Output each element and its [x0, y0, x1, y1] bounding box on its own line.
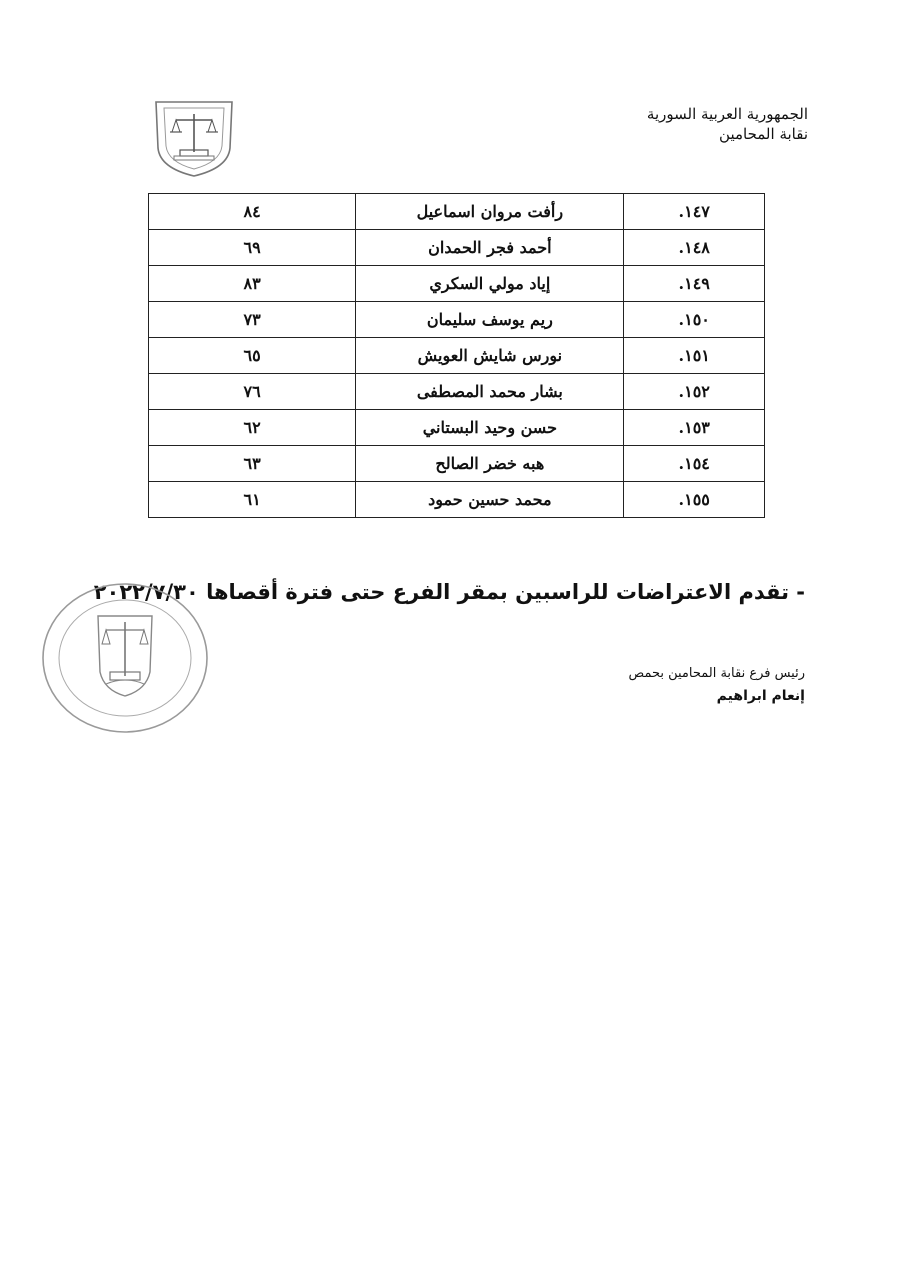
candidate-score: ٦٢: [149, 410, 356, 446]
table-row: [149, 194, 765, 230]
candidate-name: بشار محمد المصطفى: [356, 374, 624, 410]
scales-of-justice-emblem-icon: [150, 98, 238, 178]
row-number: ١٥٤.: [624, 446, 765, 482]
table-row: [149, 266, 765, 302]
candidate-score: ٦١: [149, 482, 356, 518]
candidate-score: ٦٣: [149, 446, 356, 482]
issuing-authority: [647, 104, 808, 144]
table-row: [149, 230, 765, 266]
candidate-score: ٧٦: [149, 374, 356, 410]
candidate-name: إياد مولي السكري: [356, 266, 624, 302]
row-number: ١٥٣.: [624, 410, 765, 446]
signatory-name: إنعام ابراهيم: [716, 688, 805, 704]
row-number: ١٥٠.: [624, 302, 765, 338]
candidate-name: حسن وحيد البستاني: [356, 410, 624, 446]
candidate-score: ٧٣: [149, 302, 356, 338]
table-row: [149, 482, 765, 518]
candidate-name: رأفت مروان اسماعيل: [356, 194, 624, 230]
results-table: [148, 193, 765, 518]
candidate-score: ٨٤: [149, 194, 356, 230]
table-row: [149, 446, 765, 482]
row-number: ١٥١.: [624, 338, 765, 374]
syndicate-name: نقابة المحامين: [719, 125, 808, 143]
table-row: [149, 374, 765, 410]
candidate-name: محمد حسين حمود: [356, 482, 624, 518]
candidate-name: هبه خضر الصالح: [356, 446, 624, 482]
signatory-title: رئيس فرع نقابة المحامين بحمص: [628, 666, 805, 681]
row-number: ١٥٢.: [624, 374, 765, 410]
row-number: ١٤٨.: [624, 230, 765, 266]
candidate-score: ٨٣: [149, 266, 356, 302]
candidate-name: ريم يوسف سليمان: [356, 302, 624, 338]
row-number: ١٥٥.: [624, 482, 765, 518]
country-name: الجمهورية العربية السورية: [646, 105, 808, 123]
table-row: [149, 410, 765, 446]
table-row: [149, 302, 765, 338]
row-number: ١٤٩.: [624, 266, 765, 302]
table-row: [149, 338, 765, 374]
candidate-score: ٦٩: [149, 230, 356, 266]
candidate-name: أحمد فجر الحمدان: [356, 230, 624, 266]
row-number: ١٤٧.: [624, 194, 765, 230]
candidate-name: نورس شايش العويش: [356, 338, 624, 374]
candidate-score: ٦٥: [149, 338, 356, 374]
signature-block: [629, 663, 805, 707]
round-syndicate-seal-icon: [40, 580, 210, 735]
objection-notice: - تقدم الاعتراضات للراسبين بمقر الفرع حتى فترة أقصاها ٢٠٢٢/٧/٣٠: [93, 580, 805, 604]
